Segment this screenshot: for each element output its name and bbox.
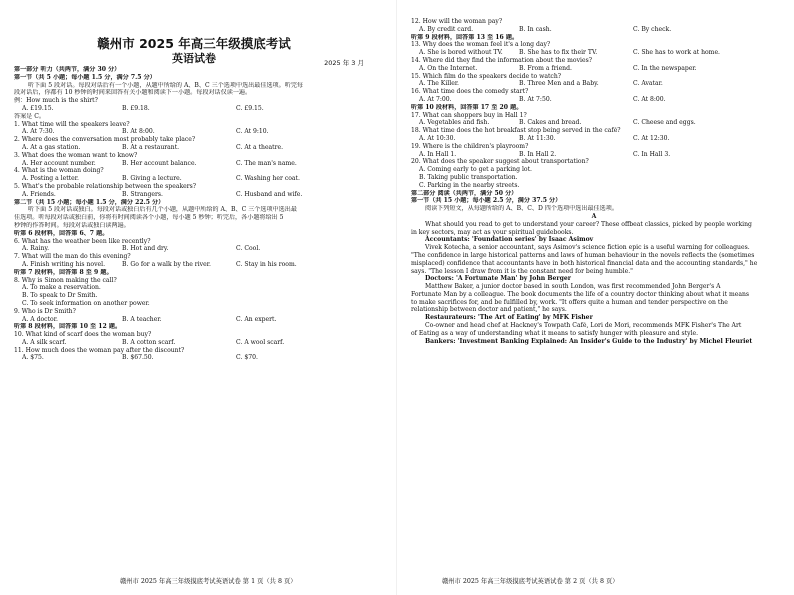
instruction-line: 段对话后，你都有 10 秒钟的时间来回答有关小题和阅读下一小题。每段对话仅读一遍。: [14, 89, 252, 97]
option: B. $67.50.: [122, 354, 154, 362]
restaurateurs-heading: Restaurateurs: 'The Art of Eating' by MFK Fisher: [425, 314, 593, 322]
section2-heading: 第二节（共 15 小题；每小题 1.5 分，满分 22.5 分）: [14, 198, 165, 206]
option: B. At a restaurant.: [122, 143, 180, 151]
exam-page-2: [397, 0, 794, 595]
option: C. In the newspaper.: [633, 64, 697, 72]
subtitle-text: 英语试卷: [172, 52, 216, 65]
question-17-options: [411, 119, 777, 127]
option: A. A silk scarf.: [22, 338, 67, 346]
option: C. Cheese and eggs.: [633, 119, 696, 127]
passage-line: Vivek Kotecha, a senior accountant, says Asimov's science fiction epic is a useful warning for colleagues.: [425, 244, 750, 252]
option: C. $70.: [236, 354, 258, 362]
option: B. At 11:30.: [519, 134, 556, 142]
option: B. At 7:50.: [519, 95, 552, 103]
question-11: 11. How much does the woman pay after the discount?: [14, 346, 185, 354]
question-5-options: [14, 191, 374, 199]
example-question: 例：How much is the shirt?: [14, 97, 98, 105]
question-4: 4. What is the woman doing?: [14, 167, 104, 175]
passage-line: What should you read to get to understand your career? These offbeat classics, picked by people working: [425, 220, 752, 228]
question-14-options: [411, 65, 777, 73]
option: B. Taking public transportation.: [419, 173, 518, 181]
passage-line: in key sectors, may act as your spiritual guidebooks.: [411, 228, 574, 236]
section1-heading: 第一节（共 5 小题；每小题 1.5 分，满分 7.5 分）: [14, 73, 156, 81]
option: C. A wool scarf.: [236, 338, 285, 346]
option: A. To make a reservation.: [22, 284, 101, 292]
example-answer: 答案是 C。: [14, 112, 45, 120]
material-6-heading: 听第 6 段材料，回答第 6、7 题。: [14, 229, 109, 237]
question-19: 19. Where is the children's playroom?: [411, 142, 529, 150]
option: C. In Hall 3.: [633, 150, 671, 158]
option: C. At 8:00.: [633, 95, 666, 103]
question-6: 6. What has the weather been like recently?: [14, 237, 151, 245]
option: A. Posting a letter.: [22, 175, 79, 183]
question-10-options: [14, 339, 374, 347]
option: A. She is bored without TV.: [419, 49, 503, 57]
question-9-options: [14, 316, 374, 324]
question-4-options: [14, 175, 374, 183]
part2-heading: 第二部分 阅读（共两节，满分 50 分）: [411, 189, 518, 197]
option: C. Husband and wife.: [236, 190, 303, 198]
option: A. Rainy.: [22, 245, 50, 253]
option: C. Parking in the nearby streets.: [419, 181, 520, 189]
option: B. Giving a lecture.: [122, 175, 182, 183]
option: A. A doctor.: [22, 315, 58, 323]
instruction-line: 听下面 5 段对话或独白。每段对话或独白后有几个小题，从题中所给的 A、B、C 三个选项中选出最: [28, 206, 297, 214]
passage-line: "The confidence in large historical patterns and laws of human behaviour in the novels reflects the (sometimes: [411, 251, 755, 259]
question-20: 20. What does the speaker suggest about transportation?: [411, 158, 589, 166]
question-6-options: [14, 245, 374, 253]
question-1-options: [14, 128, 374, 136]
question-19-options: [411, 151, 777, 159]
question-13-options: [411, 49, 777, 57]
page-2-footer: 赣州市 2025 年高三年级摸底考试英语试卷 第 2 页（共 8 页）: [442, 578, 619, 585]
option: C. To seek information on another power.: [22, 299, 150, 307]
option: C. The man's name.: [236, 159, 297, 167]
question-1: 1. What time will the speakers leave?: [14, 120, 130, 128]
option: C. Washing her coat.: [236, 175, 300, 183]
material-9-heading: 听第 9 段材料，回答第 13 至 16 题。: [411, 33, 519, 41]
question-3-options: [14, 160, 374, 168]
question-11-options: [14, 354, 374, 362]
option: B. Go for a walk by the river.: [122, 260, 211, 268]
page-1-footer: 赣州市 2025 年高三年级摸底考试英语试卷 第 1 页（共 8 页）: [120, 578, 297, 585]
passage-a-label: A: [591, 212, 597, 220]
option: C. She has to work at home.: [633, 49, 720, 57]
passage-line: misplaced) confidence that accountants have in both historical financial data and the accounting standards," he: [411, 259, 758, 267]
part1-heading: 第一部分 听力（共两节，满分 30 分）: [14, 66, 121, 73]
option: A. By credit card.: [419, 25, 474, 33]
passage-line: Fortunate Man by a colleague. The book documents the life of a country doctor thinking about what it means: [411, 290, 750, 298]
option: C. Cool.: [236, 245, 261, 253]
question-12-options: [411, 26, 777, 34]
question-2-options: [14, 144, 374, 152]
instruction-line: 秒钟的作答时间。每段对话或独白读两遍。: [14, 221, 130, 229]
exam-title: 赣州市 2025 年高三年级摸底考试: [97, 36, 291, 51]
option: C. At a theatre.: [236, 143, 284, 151]
option: A. Her account number.: [22, 159, 96, 167]
question-7: 7. What will the man do this evening?: [14, 253, 131, 261]
option: B. Her account balance.: [122, 159, 197, 167]
passage-line: of Eating as a way of understanding what it means to satisfy hunger with pleasure and style.: [411, 329, 699, 337]
question-5: 5. What's the probable relationship between the speakers?: [14, 182, 197, 190]
option: A. At 10:30.: [419, 134, 456, 142]
question-10: 10. What kind of scarf does the woman buy?: [14, 331, 152, 339]
option: A. Coming early to get a parking lot.: [419, 166, 532, 174]
option: A. At 7:00.: [419, 95, 452, 103]
option: C. By check.: [633, 25, 672, 33]
question-18-options: [411, 135, 777, 143]
material-7-heading: 听第 7 段材料，回答第 8 至 9 题。: [14, 268, 113, 276]
passage-line: Co-owner and head chef at Hackney's Towpath Café, Lori de Mori, recommends MFK Fisher's The Art: [425, 322, 742, 330]
option: B. Cakes and bread.: [519, 119, 582, 127]
page-2-column: [411, 18, 777, 345]
option: B. In Hall 2.: [519, 150, 557, 158]
question-13: 13. Why does the woman feel it's a long day?: [411, 41, 551, 49]
option: A. Friends.: [22, 190, 56, 198]
option: A. Vegetables and fish.: [419, 119, 490, 127]
question-16-options: [411, 96, 777, 104]
bankers-heading: Bankers: 'Investment Banking Explained: An Insider's Guide to the Industry' by Michel Fleuriet: [425, 337, 753, 345]
option: C. An expert.: [236, 315, 277, 323]
question-17: 17. What can shoppers buy in Hall 1?: [411, 111, 527, 119]
material-10-heading: 听第 10 段材料，回答第 17 至 20 题。: [411, 103, 523, 111]
option: C. At 9:10.: [236, 128, 269, 136]
option: A. Finish writing his novel.: [22, 260, 106, 268]
option: B. From a friend.: [519, 64, 572, 72]
question-9: 9. Who is Dr Smith?: [14, 307, 76, 315]
example-options: [14, 105, 374, 113]
option: A. At a gas station.: [22, 143, 81, 151]
reading-instruction: 阅读下列短文，从每题所给的 A、B、C、D 四个选项中选出最佳选项。: [425, 205, 618, 213]
option: B. Strangers.: [122, 190, 163, 198]
option: C. At 12:30.: [633, 134, 670, 142]
question-14: 14. Where did they find the information about the movies?: [411, 56, 592, 64]
doctors-heading: Doctors: 'A Fortunate Man' by John Berger: [425, 275, 571, 283]
passage-line: to make sacrifices for, and be fulfilled by, work. "It offers quite a human and tender perspective on the: [411, 298, 728, 306]
option: B. £9.18.: [122, 104, 150, 112]
exam-subtitle: [14, 52, 374, 66]
option: B. She has to fix their TV.: [519, 49, 598, 57]
passage-line: Matthew Baker, a junior doctor based in south London, was first recommended John Berger's A: [425, 283, 721, 291]
option: B. A cotton scarf.: [122, 338, 176, 346]
question-15-options: [411, 80, 777, 88]
option: A. $75.: [22, 354, 44, 362]
option: B. To speak to Dr Smith.: [22, 292, 98, 300]
option: B. In cash.: [519, 25, 552, 33]
passage-line: says. "The lesson I draw from it is the constant need for being humble.": [411, 267, 633, 275]
page-1-column: [14, 24, 374, 362]
option: B. A teacher.: [122, 315, 162, 323]
material-8-heading: 听第 8 段材料，回答第 10 至 12 题。: [14, 323, 122, 331]
option: B. At 8:00.: [122, 128, 155, 136]
part2-section1-heading: 第一节（共 15 小题；每小题 2.5 分，满分 37.5 分）: [411, 197, 562, 205]
question-18: 18. What time does the hot breakfast stop being served in the café?: [411, 127, 621, 135]
option: A. On the Internet.: [419, 64, 478, 72]
passage-line: relationship between doctor and patient," he says.: [411, 306, 567, 314]
option: A. At 7:30.: [22, 128, 55, 136]
question-12: 12. How will the woman pay?: [411, 18, 503, 25]
instruction-line: 佳选项。听每段对话或独白前，你将有时间阅读各个小题，每小题 5 秒钟；听完后，各小题将给出 5: [14, 214, 284, 222]
accountants-heading: Accountants: 'Foundation series' by Isaac Asimov: [425, 236, 594, 244]
option: C. Avatar.: [633, 80, 663, 88]
instruction-line: 听下面 5 段对话。每段对话后有一个小题，从题中所给的 A、B、C 三个选项中选出最佳选项。听完每: [28, 81, 304, 89]
option: C. Stay in his room.: [236, 260, 297, 268]
option: C. £9.15.: [236, 104, 264, 112]
question-15: 15. Which film do the speakers decide to watch?: [411, 72, 562, 80]
question-16: 16. What time does the comedy start?: [411, 88, 529, 96]
option: B. Hot and dry.: [122, 245, 169, 253]
option: A. In Hall 1.: [419, 150, 457, 158]
option: A. £19.15.: [22, 104, 54, 112]
question-3: 3. What does the woman want to know?: [14, 151, 138, 159]
option: A. The Killer.: [419, 80, 459, 88]
exam-date: 2025 年 3 月: [324, 59, 364, 67]
question-2: 2. Where does the conversation most probably take place?: [14, 136, 196, 144]
question-7-options: [14, 261, 374, 269]
option: B. Three Men and a Baby.: [519, 80, 599, 88]
question-8: 8. Why is Simon making the call?: [14, 276, 117, 284]
